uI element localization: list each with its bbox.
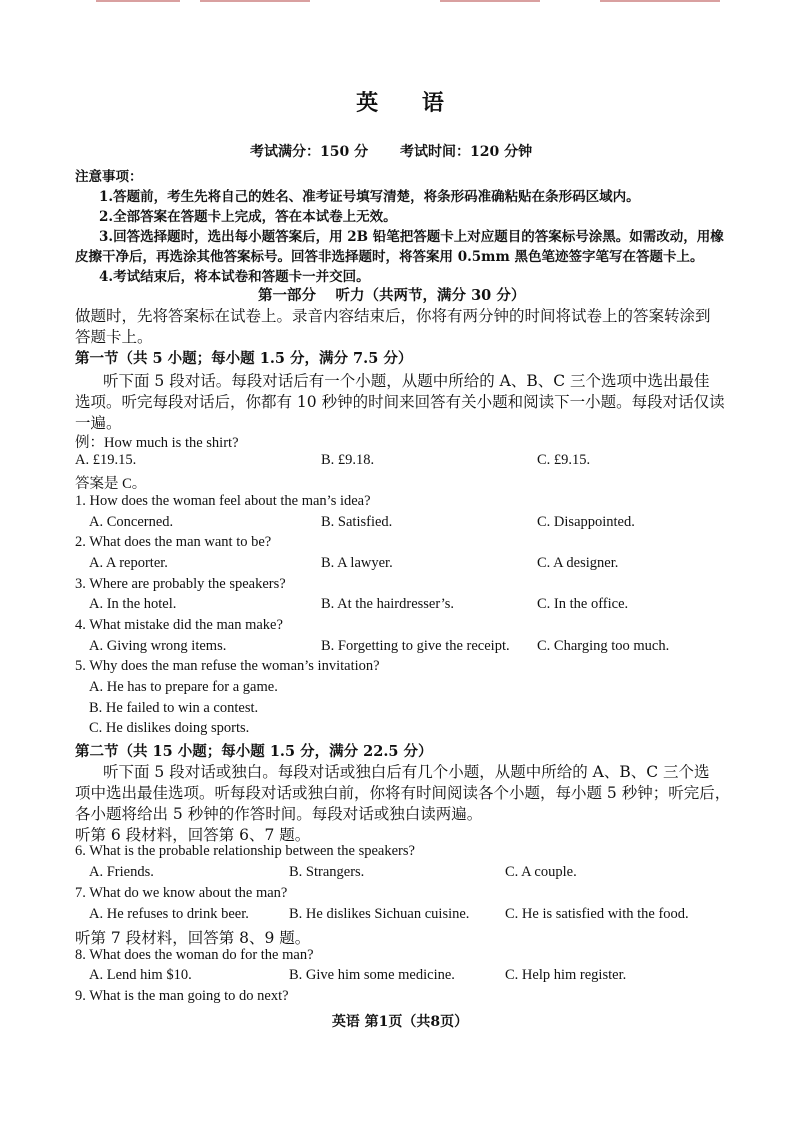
q7-option-a: A. He refuses to drink beer. bbox=[89, 906, 249, 922]
q6-option-a: A. Friends. bbox=[89, 864, 154, 880]
notice-item: 1.答题前，考生先将自己的姓名、准考证号填写清楚，将条形码准确粘贴在条形码区域内。 bbox=[99, 189, 640, 205]
q6-option-c: C. A couple. bbox=[505, 864, 577, 880]
q4-option-a: A. Giving wrong items. bbox=[89, 638, 227, 654]
section2-instruction: 听下面 5 段对话或独白。每段对话或独白后有几个小题，从题中所给的 A、B、C 三个选 bbox=[103, 763, 710, 781]
section1-instruction: 听下面 5 段对话。每段对话后有一个小题，从题中所给的 A、B、C 三个选项中选出最佳 bbox=[103, 372, 710, 390]
q4-option-b: B. Forgetting to give the receipt. bbox=[321, 638, 510, 654]
notice-item: 皮擦干净后，再选涂其他答案标号。回答非选择题时，将答案用 0.5mm 黑色笔迹签字笔写在答题卡上。 bbox=[75, 249, 704, 265]
q6-option-b: B. Strangers. bbox=[289, 864, 365, 880]
section1-instruction: 选项。听完每段对话后，你都有 10 秒钟的时间来回答有关小题和阅读下一小题。每段对话仅读 bbox=[75, 393, 725, 411]
example-option-a: A. £19.15. bbox=[75, 452, 137, 468]
question-9: 9. What is the man going to do next? bbox=[75, 988, 289, 1004]
part1-intro: 做题时，先将答案标在试卷上。录音内容结束后，你将有两分钟的时间将试卷上的答案转涂到 bbox=[75, 307, 711, 325]
q7-option-b: B. He dislikes Sichuan cuisine. bbox=[289, 906, 470, 922]
q8-option-c: C. Help him register. bbox=[505, 967, 627, 983]
question-7: 7. What do we know about the man? bbox=[75, 885, 288, 901]
question-5: 5. Why does the man refuse the woman’s invitation? bbox=[75, 658, 380, 674]
notice-item: 3.回答选择题时，选出每小题答案后，用 2B 铅笔把答题卡上对应题目的答案标号涂黑。如需改动，用橡 bbox=[99, 229, 724, 245]
notice-heading: 注意事项： bbox=[75, 169, 143, 185]
q2-option-b: B. A lawyer. bbox=[321, 555, 393, 571]
q3-option-b: B. At the hairdresser’s. bbox=[321, 596, 455, 612]
section1-instruction: 一遍。 bbox=[75, 414, 122, 432]
question-4: 4. What mistake did the man make? bbox=[75, 617, 283, 633]
q8-option-a: A. Lend him $10. bbox=[89, 967, 192, 983]
question-8: 8. What does the woman do for the man? bbox=[75, 947, 314, 963]
question-6: 6. What is the probable relationship between the speakers? bbox=[75, 843, 415, 859]
scan-edge-mark bbox=[200, 0, 310, 2]
example-question: 例：How much is the shirt? bbox=[75, 435, 239, 451]
part1-heading: 第一部分 听力（共两节，满分 30 分） bbox=[258, 287, 526, 304]
section2-instruction: 项中选出最佳选项。听每段对话或独白前，你将有时间阅读各个小题，每小题 5 秒钟；听完后， bbox=[75, 784, 731, 802]
example-answer: 答案是 C。 bbox=[75, 476, 147, 492]
q3-option-c: C. In the office. bbox=[537, 596, 629, 612]
q8-option-b: B. Give him some medicine. bbox=[289, 967, 455, 983]
q2-option-a: A. A reporter. bbox=[89, 555, 168, 571]
q3-option-a: A. In the hotel. bbox=[89, 596, 177, 612]
q1-option-a: A. Concerned. bbox=[89, 514, 174, 530]
example-option-c: C. £9.15. bbox=[537, 452, 591, 468]
scan-edge-mark bbox=[600, 0, 720, 2]
page-title: 英 语 bbox=[356, 90, 462, 116]
section2-heading: 第二节（共 15 小题；每小题 1.5 分，满分 22.5 分） bbox=[75, 743, 433, 760]
scan-edge-mark bbox=[440, 0, 540, 2]
q5-option-a: A. He has to prepare for a game. bbox=[89, 679, 278, 695]
q1-option-b: B. Satisfied. bbox=[321, 514, 393, 530]
page-footer: 英语 第1页（共8页） bbox=[331, 1014, 469, 1030]
notice-item: 2.全部答案在答题卡上完成，答在本试卷上无效。 bbox=[99, 209, 397, 225]
q5-option-b: B. He failed to win a contest. bbox=[89, 700, 259, 716]
notice-item: 4.考试结束后，将本试卷和答题卡一并交回。 bbox=[99, 269, 370, 285]
q4-option-c: C. Charging too much. bbox=[537, 638, 670, 654]
q2-option-c: C. A designer. bbox=[537, 555, 619, 571]
time-limit: 考试时间：120 分钟 bbox=[400, 144, 533, 160]
material-7-label: 听第 7 段材料，回答第 8、9 题。 bbox=[75, 929, 311, 947]
scan-edge-mark bbox=[96, 0, 180, 2]
section1-heading: 第一节（共 5 小题；每小题 1.5 分，满分 7.5 分） bbox=[75, 350, 413, 367]
question-2: 2. What does the man want to be? bbox=[75, 534, 272, 550]
part1-intro: 答题卡上。 bbox=[75, 328, 153, 346]
material-6-label: 听第 6 段材料，回答第 6、7 题。 bbox=[75, 826, 311, 844]
full-score: 考试满分：150 分 bbox=[250, 144, 369, 160]
question-3: 3. Where are probably the speakers? bbox=[75, 576, 286, 592]
q5-option-c: C. He dislikes doing sports. bbox=[89, 720, 250, 736]
q1-option-c: C. Disappointed. bbox=[537, 514, 635, 530]
q7-option-c: C. He is satisfied with the food. bbox=[505, 906, 689, 922]
section2-instruction: 各小题将给出 5 秒钟的作答时间。每段对话或独白读两遍。 bbox=[75, 805, 483, 823]
example-option-b: B. £9.18. bbox=[321, 452, 375, 468]
question-1: 1. How does the woman feel about the man’s idea? bbox=[75, 493, 371, 509]
